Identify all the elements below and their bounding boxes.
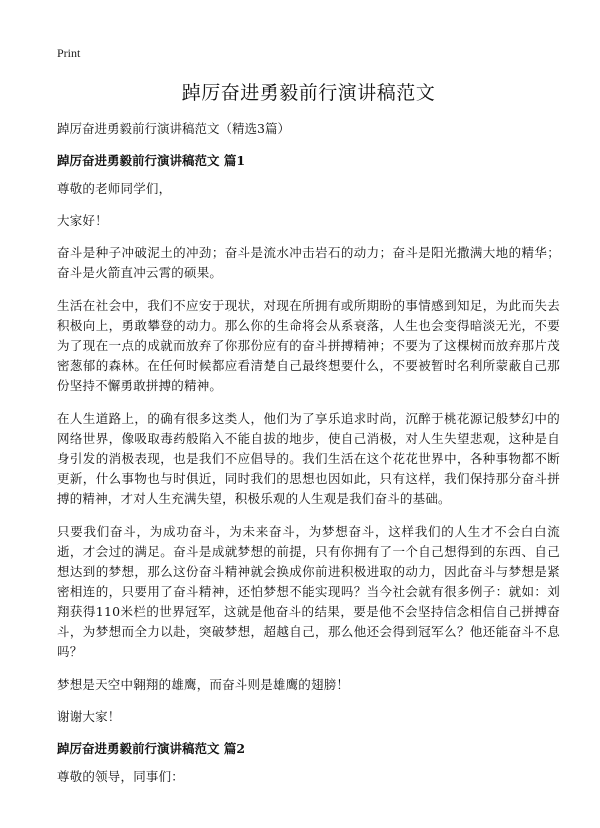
print-label: Print [57,46,81,60]
paragraph-greeting: 大家好！ [57,213,108,228]
section-heading: 踔厉奋进勇毅前行演讲稿范文 篇2 [57,741,246,756]
paragraph-salutation: 尊敬的老师同学们， [57,181,172,196]
paragraph: 梦想是天空中翱翔的雄鹰，而奋斗则是雄鹰的翅膀！ [57,677,350,692]
paragraph-salutation: 尊敬的领导，同事们： [57,769,185,784]
section-1 [57,151,560,727]
document-subtitle: 踔厉奋进勇毅前行演讲稿范文（精选3篇） [57,121,290,136]
document-title: 踔厉奋进勇毅前行演讲稿范文 [181,82,436,104]
paragraph: 在人生道路上，的确有很多这类人，他们为了享乐追求时尚，沉醉于桃花源记般梦幻中的网络世界，像吸取毒药般陷入不能自拔的地步，使自己消极，对人生失望悲观，这种是自身引发的消极表现，也是我们不应倡导的。我们生活在这个花花世界中，各种事物都不断更新，什么事物也与时俱近，同时我们的思想也因如此，只有这样，我们保持那分奋斗拼搏的精神，才对人生充满失望，积极乐观的人生观是我们奋斗的基础。 [57,411,560,506]
paragraph: 只要我们奋斗，为成功奋斗，为未来奋斗，为梦想奋斗，这样我们的人生才不会白白流逝，才会过的满足。奋斗是成就梦想的前提，只有你拥有了一个自己想得到的东西、自己想达到的梦想，那么这份奋斗精神就会换成你前进积极进取的动力，因此奋斗与梦想是紧密相连的，只要用了奋斗精神，还怕梦想不能实现吗？当今社会就有很多例子：就如：刘翔获得110米栏的世界冠军，这就是他奋斗的结果，要是他不会坚持信念相信自己拼搏奋斗，为梦想而全力以赴，突破梦想，超越自己，那么他还会得到冠军么？他还能奋斗不息吗？ [57,524,560,659]
paragraph: 奋斗是种子冲破泥土的冲劲；奋斗是流水冲击岩石的动力；奋斗是阳光撒满大地的精华；奋斗是火箭直冲云霄的硕果。 [57,245,560,280]
section-heading: 踔厉奋进勇毅前行演讲稿范文 篇1 [57,153,246,168]
paragraph-closing: 谢谢大家！ [57,709,121,724]
paragraph: 生活在社会中，我们不应安于现状，对现在所拥有或所期盼的事情感到知足，为此而失去积极向上，勇敢攀登的动力。那么你的生命将会从系衰落，人生也会变得暗淡无光，不要为了现在一点的成就而放弃了你那份应有的奋斗拼搏精神；不要为了这棵树而放弃那片茂密葱郁的森林。在任何时候都应看清楚自己最终想要什么，不要被暂时名利所蒙蔽自己那份坚持不懈勇敢拼搏的精神。 [57,298,560,393]
section-2 [57,739,560,787]
